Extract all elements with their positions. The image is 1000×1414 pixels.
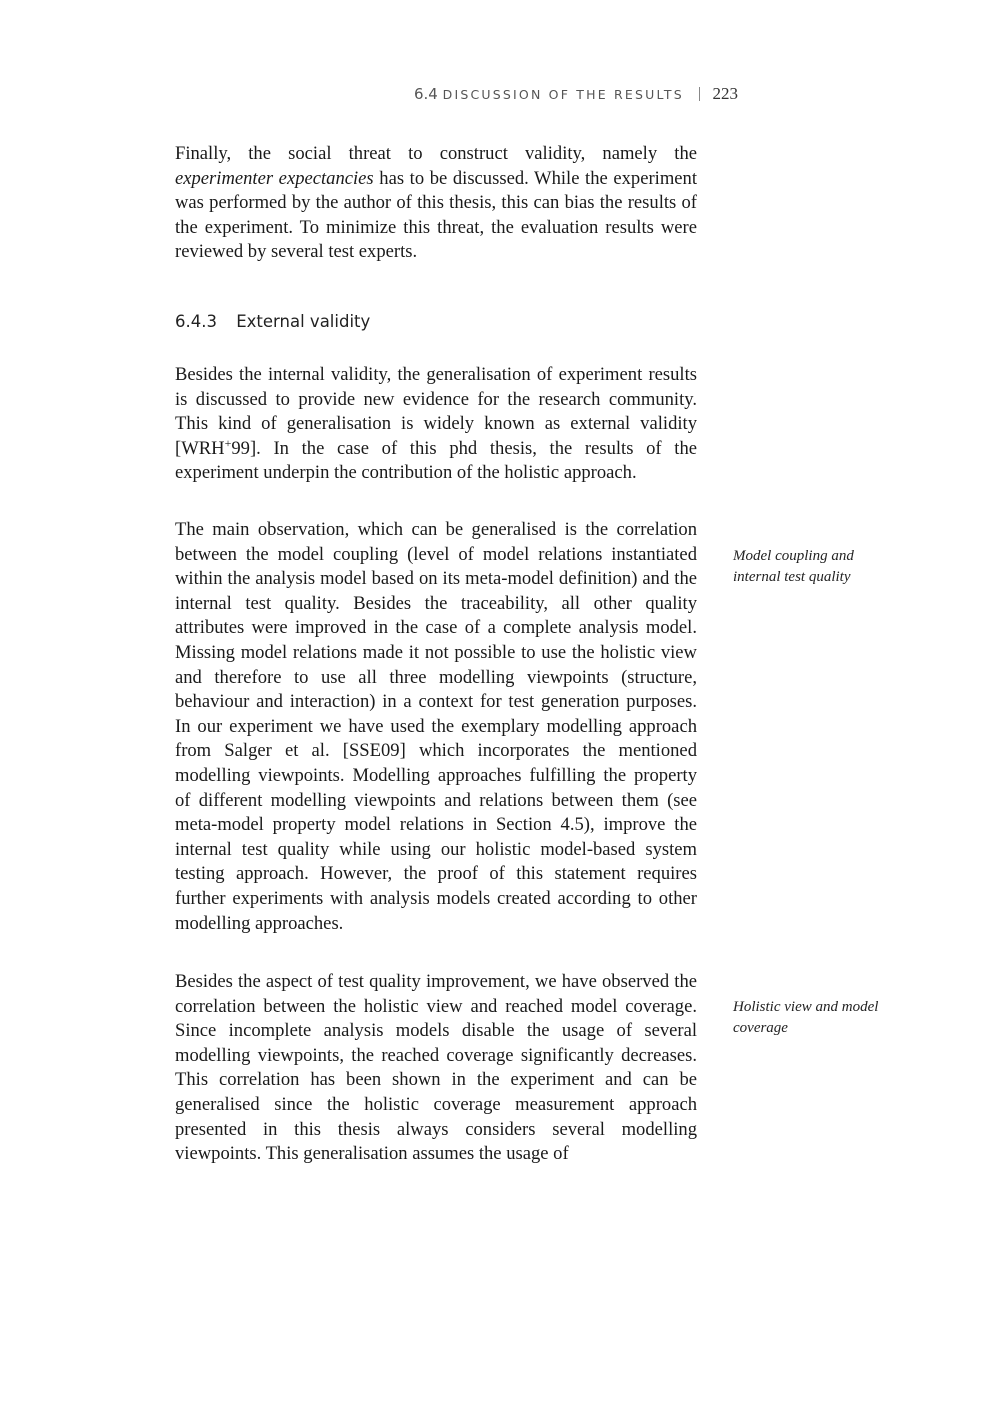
subsection-title: External validity [236,312,371,331]
paragraph-text: Besides the internal validity, the generalisation of experiment results is discussed to provide new evidence for the research community. This kind of generalisation is widely known as external validity [WRH [175,364,697,459]
citation-superscript: + [224,435,232,450]
paragraph-text: Besides the aspect of test quality improvement, we have observed the correlation between the holistic view and reached model coverage. Since incomplete analysis models disable the usage of several modelling viewpoints, the reached coverage significantly decreases. This correlation has been shown in the experiment and can be generalised since the holistic coverage measurement approach presented in this thesis always considers several modelling viewpoints. This generalisation assumes the usage of [175,971,697,1165]
margin-note-holistic-view: Holistic view and model coverage [733,999,879,1036]
paragraph-text: Finally, the social threat to construct validity, namely the [175,143,697,164]
paragraph-holistic-view [175,970,697,1167]
paragraph-external-validity-intro [175,363,697,486]
paragraph-text: 99]. In the case of this phd thesis, the results of the experiment underpin the contribution of the holistic approach. [175,437,697,484]
running-head-divider [699,87,700,101]
paragraph-model-coupling [175,518,697,936]
emphasized-term: experimenter expectancies [175,167,374,189]
paragraph-text: The main observation, which can be generalised is the correlation between the model coupling (level of model relations instantiated within the analysis model based on its meta-model definition) and the internal test quality. Besides the traceability, all other quality attributes were improved in the case of a complete analysis model. Missing model relations made it not possible to use the holistic view and therefore to use all three modelling viewpoints (structure, behaviour and interaction) in a context for test generation purposes. In our experiment we have used the exemplary modelling approach from Salger et al. [SSE09] which incorporates the mentioned modelling viewpoints. Modelling approaches fulfilling the property of different modelling viewpoints and relations between them (see meta-model property model relations in Section 4.5), improve the internal test quality while using our holistic model-based system testing approach. However, the proof of this statement requires further experiments with analysis models created according to other modelling approaches. [175,519,697,934]
page-number: 223 [712,84,738,103]
subsection-number: 6.4.3 [175,312,217,331]
running-head-section-number: 6.4 [414,85,438,103]
paragraph-construct-validity [175,142,697,265]
margin-note-model-coupling: Model coupling and internal test quality [733,548,854,585]
paragraph-text: has to be discussed. While the experiment was performed by the author of this thesis, this can bias the results of the experiment. To minimize this threat, the evaluation results were reviewed by several test experts. [175,167,698,263]
subsection-heading [175,312,370,331]
running-head-section-title: DISCUSSION OF THE RESULTS [442,87,684,102]
running-head [414,84,744,104]
